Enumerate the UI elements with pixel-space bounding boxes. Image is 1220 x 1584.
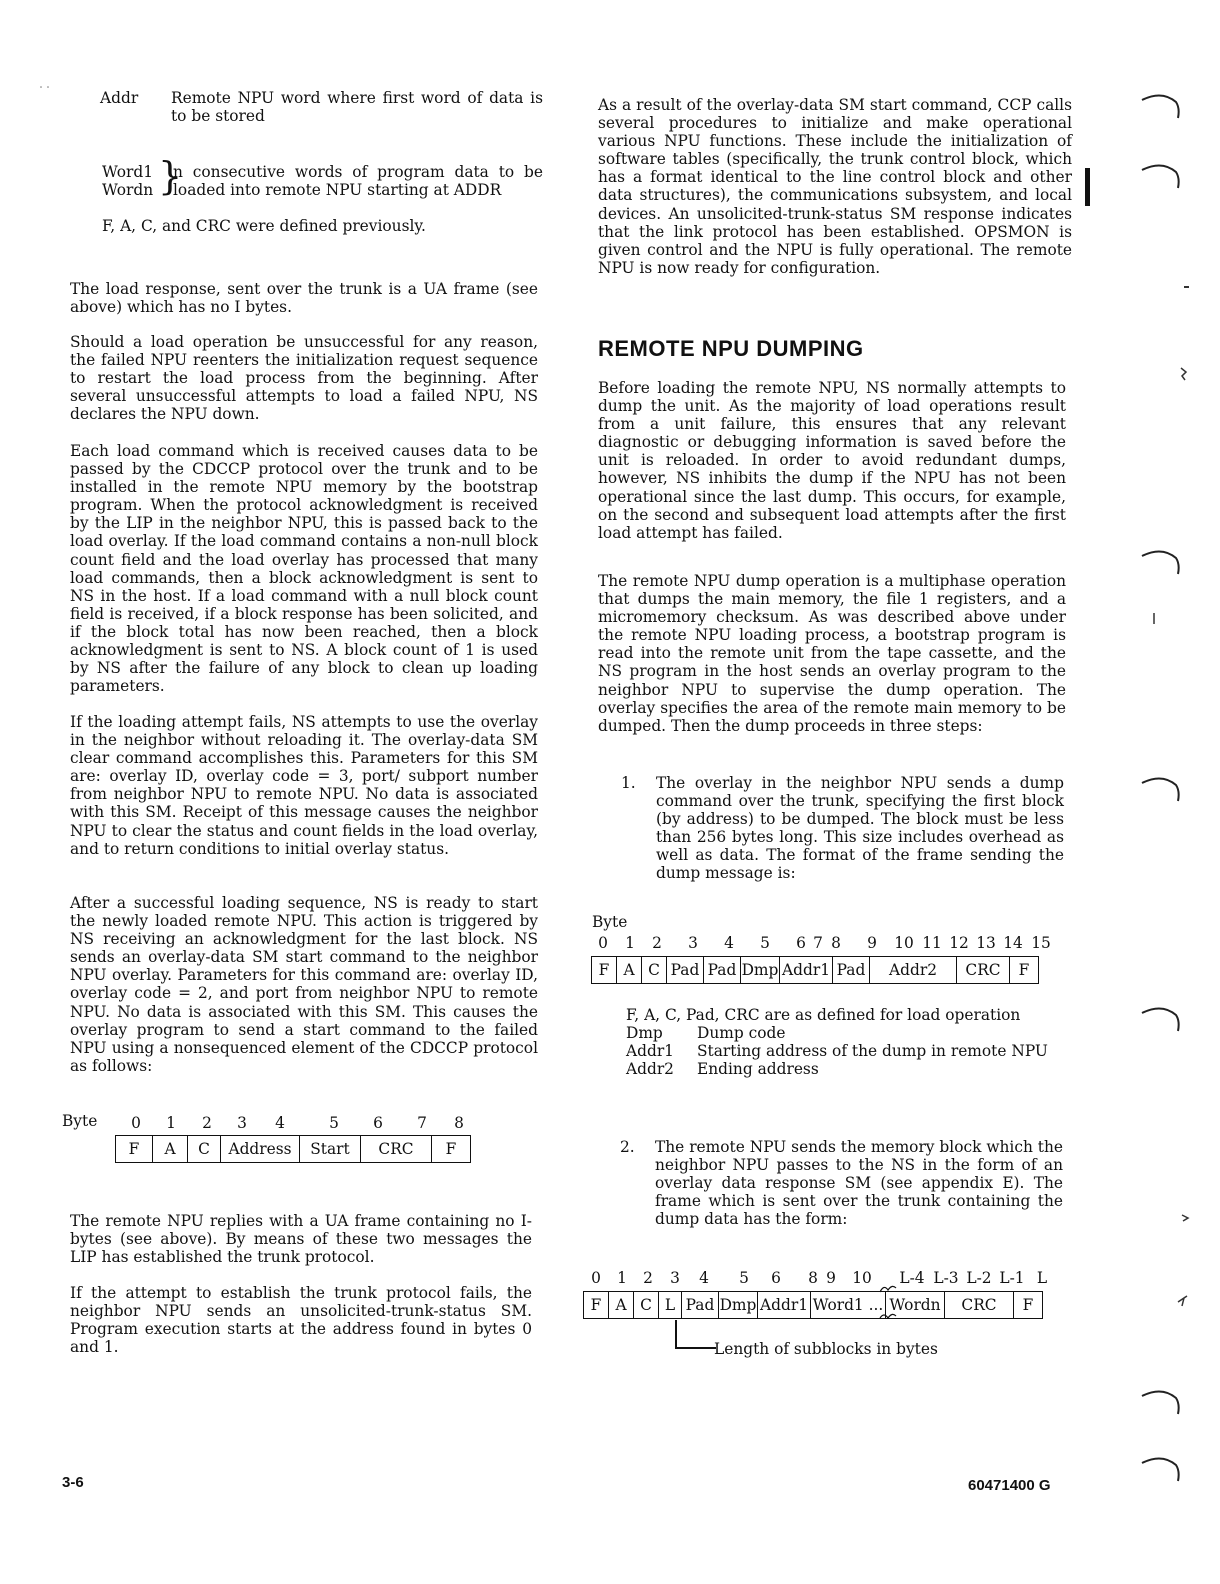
frame1-table xyxy=(115,1135,471,1163)
frame-cell: L xyxy=(659,1292,682,1319)
binder-hole-mark xyxy=(1140,1005,1184,1035)
paragraph-load-command: Each load command which is received causes data to be passed by the CDCCP protocol over the trunk and to be installed in the remote NPU memory by the bootstrap program. When the protocol acknowledgment is received by the LIP in the neighbor NPU, this is passed back to the load overlay. If the load command contains a non-null block count field and the load overlay has processed that many load commands, then a block acknowledgment is sent to NS in the host. If a load command with a null block count field is received, if a block response has been solicited, and if the block total has now been reached, then a block acknowledgment is sent to NS. A block count of 1 is used by NS after the failure of any block to clean up loading parameters. xyxy=(70,442,538,696)
callout-bracket xyxy=(670,1320,720,1352)
step1-text: The overlay in the neighbor NPU sends a dump command over the trunk, specifying the first block (by address) to be dumped. The block must be less than 256 bytes long. This size includes overhead as well as data. The format of the frame sending the dump message is: xyxy=(656,774,1064,883)
byte-number: 6 xyxy=(796,934,806,952)
byte-number: 3 xyxy=(237,1114,247,1132)
byte-number: L xyxy=(1036,1269,1048,1287)
step2-number: 2. xyxy=(620,1138,635,1156)
frame-cell: Address xyxy=(221,1136,300,1163)
frame-cell: Addr2 xyxy=(870,957,957,984)
def-addr-desc: Remote NPU word where first word of data is to be stored xyxy=(171,89,543,125)
frame2-def-term: Addr2 xyxy=(626,1060,674,1078)
frame2-def-line: F, A, C, Pad, CRC are as defined for load operation xyxy=(626,1006,1021,1024)
byte-number: 4 xyxy=(724,934,734,952)
break-mark xyxy=(878,1282,898,1294)
byte-number: 8 xyxy=(831,934,841,952)
paragraph-load-response: The load response, sent over the trunk is a UA frame (see above) which has no I bytes. xyxy=(70,280,538,317)
frame1-numbers xyxy=(0,1114,600,1132)
byte-number: 11 xyxy=(922,934,942,952)
byte-number: 10 xyxy=(894,934,914,952)
def-word-desc: n consecutive words of program data to be loaded into remote NPU starting at ADDR xyxy=(173,163,543,199)
frame-cell: Pad xyxy=(682,1292,719,1319)
byte-number: 8 xyxy=(808,1269,818,1287)
frame-cell: CRC xyxy=(361,1136,432,1163)
frame-cell: F xyxy=(584,1292,609,1319)
change-bar xyxy=(1085,168,1090,206)
scan-speck xyxy=(1150,612,1158,626)
document-number: 60471400 G xyxy=(968,1477,1051,1494)
step1-number: 1. xyxy=(621,774,636,792)
byte-number: 1 xyxy=(617,1269,627,1287)
byte-number: 6 xyxy=(373,1114,383,1132)
frame1-byte-label: Byte xyxy=(62,1112,98,1130)
byte-number: L-4 xyxy=(899,1269,925,1287)
frame-cell: Addr1 xyxy=(758,1292,811,1319)
scan-speck xyxy=(1180,1212,1192,1224)
frame-cell: F xyxy=(432,1136,471,1163)
byte-number: 1 xyxy=(625,934,635,952)
byte-number: 7 xyxy=(417,1114,427,1132)
scan-speck xyxy=(1176,1294,1190,1310)
frame2-def-desc: Ending address xyxy=(697,1060,819,1078)
byte-number: 0 xyxy=(598,934,608,952)
defs-note: F, A, C, and CRC were defined previously. xyxy=(102,217,426,235)
paragraph-protocol-fails: If the attempt to establish the trunk protocol fails, the neighbor NPU sends an unsolicited-trunk-status SM. Program execution starts at the address found in bytes 0 and 1. xyxy=(70,1284,532,1357)
paragraph-intro: As a result of the overlay-data SM start command, CCP calls several procedures to initialize and make operational various NPU functions. These include the initialization of software tables (specifically, the trunk control block, which has a format identical to the line control block and other data structures), the communications subsystem, and local devices. An unsolicited-trunk-status SM response indicates that the link protocol has been established. OPSMON is given control and the NPU is fully operational. The remote NPU is now ready for configuration. xyxy=(598,96,1072,277)
byte-number: 3 xyxy=(670,1269,680,1287)
byte-number: 2 xyxy=(202,1114,212,1132)
byte-number: 15 xyxy=(1031,934,1051,952)
frame-cell: C xyxy=(642,957,667,984)
scan-speck xyxy=(1182,282,1192,292)
frame-cell: Start xyxy=(300,1136,361,1163)
paragraph-unsuccessful: Should a load operation be unsuccessful for any reason, the failed NPU reenters the initialization request sequence to restart the load process from the beginning. After several unsuccessful attempts to load a failed NPU, NS declares the NPU down. xyxy=(70,333,538,424)
binder-hole-mark xyxy=(1140,92,1184,122)
paragraph-dump-operation: The remote NPU dump operation is a multiphase operation that dumps the main memory, the file 1 registers, and a micromemory checksum. As was described above under the remote NPU loading process, a bootstrap program is read into the remote unit from the tape cassette, and the NS program in the host sends an overlay program to the neighbor NPU to supervise the dump operation. The overlay specifies the area of the remote main memory to be dumped. Then the dump proceeds in three steps: xyxy=(598,572,1066,735)
frame2-numbers xyxy=(0,934,1220,952)
frame-cell: Pad xyxy=(833,957,870,984)
frame-cell: Wordn xyxy=(886,1292,945,1319)
byte-number: 3 xyxy=(688,934,698,952)
callout-label: Length of subblocks in bytes xyxy=(714,1340,938,1358)
frame-cell: F xyxy=(592,957,617,984)
paragraph-before-loading: Before loading the remote NPU, NS normally attempts to dump the unit. As the majority of load operations result from a unit failure, this ensures that any relevant diagnostic or debugging information is saved before the unit is reloaded. In order to avoid redundant dumps, however, NS inhibits the dump if the NPU has not been operational since the last dump. This occurs, for example, on the second and subsequent load attempts after the first load attempt has failed. xyxy=(598,379,1066,542)
frame-cell: Dmp xyxy=(719,1292,758,1319)
paragraph-successful: After a successful loading sequence, NS is ready to start the newly loaded remote NPU. This action is triggered by NS receiving an acknowledgment for the last block. NS sends an overlay-data SM start command to the neighbor NPU overlay. Parameters for this command are: overlay ID, overlay code = 2, and port from neighbor NPU to remote NPU. No data is associated with this SM. This causes the overlay program to send a start command to the failed NPU using a nonsequenced element of the CDCCP protocol as follows: xyxy=(70,894,538,1075)
byte-number: 0 xyxy=(131,1114,141,1132)
binder-hole-mark xyxy=(1140,548,1184,578)
frame-cell: C xyxy=(188,1136,221,1163)
brace-mark: } xyxy=(158,154,183,198)
frame-cell: Pad xyxy=(667,957,704,984)
def-wordn-term: Wordn xyxy=(102,181,154,199)
byte-number: 7 xyxy=(813,934,823,952)
frame-cell: F xyxy=(1014,1292,1043,1319)
byte-number: 4 xyxy=(699,1269,709,1287)
frame2-def-term: Dmp xyxy=(626,1024,663,1042)
binder-hole-mark xyxy=(1140,775,1184,805)
frame-cell: F xyxy=(1010,957,1039,984)
binder-hole-mark xyxy=(1140,162,1184,192)
byte-number: 5 xyxy=(760,934,770,952)
frame-cell: CRC xyxy=(957,957,1010,984)
byte-number: 6 xyxy=(771,1269,781,1287)
frame2-table xyxy=(591,956,1039,984)
byte-number: 9 xyxy=(867,934,877,952)
step2-text: The remote NPU sends the memory block which the neighbor NPU passes to the NS in the form of an overlay data response SM (see appendix E). The frame which is sent over the trunk containing the dump data has the form: xyxy=(655,1138,1063,1229)
byte-number: L-1 xyxy=(999,1269,1025,1287)
frame-cell: A xyxy=(609,1292,634,1319)
byte-number: L-3 xyxy=(933,1269,959,1287)
page-number: 3-6 xyxy=(62,1474,84,1491)
byte-number: 0 xyxy=(591,1269,601,1287)
scan-speck xyxy=(38,84,58,90)
frame2-def-desc: Starting address of the dump in remote NPU xyxy=(697,1042,1048,1060)
def-addr-term: Addr xyxy=(100,89,139,107)
byte-number: 14 xyxy=(1003,934,1023,952)
frame-cell: A xyxy=(617,957,642,984)
frame2-def-desc: Dump code xyxy=(697,1024,786,1042)
byte-number: 13 xyxy=(976,934,996,952)
frame3-numbers xyxy=(0,1269,1220,1287)
byte-number: 8 xyxy=(454,1114,464,1132)
frame-cell: CRC xyxy=(945,1292,1014,1319)
frame2-byte-label: Byte xyxy=(592,913,628,931)
def-word1-term: Word1 xyxy=(102,163,154,181)
byte-number: 4 xyxy=(275,1114,285,1132)
frame-cell: Dmp xyxy=(741,957,780,984)
frame2-def-term: Addr1 xyxy=(626,1042,674,1060)
scan-speck xyxy=(1178,366,1190,382)
byte-number: 2 xyxy=(652,934,662,952)
byte-number: 9 xyxy=(826,1269,836,1287)
frame-cell: F xyxy=(116,1136,153,1163)
frame-cell: C xyxy=(634,1292,659,1319)
byte-number: 5 xyxy=(739,1269,749,1287)
byte-number: 10 xyxy=(852,1269,872,1287)
frame-cell: Addr1 xyxy=(780,957,833,984)
paragraph-loading-fails: If the loading attempt fails, NS attempts to use the overlay in the neighbor without reloading it. The overlay-data SM clear command accomplishes this. Parameters for this SM are: overlay ID, overlay code = 3, port/ subport number from neighbor NPU to remote NPU. No data is associated with this SM. Receipt of this message causes the neighbor NPU to clear the status and count fields in the load overlay, and to return conditions to initial overlay status. xyxy=(70,713,538,858)
byte-number: 12 xyxy=(949,934,969,952)
paragraph-ua-reply: The remote NPU replies with a UA frame containing no I-bytes (see above). By means of these two messages the LIP has established the trunk protocol. xyxy=(70,1212,532,1267)
frame3-table xyxy=(583,1291,1043,1319)
byte-number: 1 xyxy=(166,1114,176,1132)
frame-cell: A xyxy=(153,1136,188,1163)
frame-cell: Pad xyxy=(704,957,741,984)
section-heading: REMOTE NPU DUMPING xyxy=(598,336,864,361)
byte-number: 5 xyxy=(329,1114,339,1132)
break-mark xyxy=(878,1312,898,1324)
frame-cell: Word1 ... xyxy=(811,1292,886,1319)
binder-hole-mark xyxy=(1140,1388,1184,1418)
byte-number: L-2 xyxy=(966,1269,992,1287)
binder-hole-mark xyxy=(1140,1455,1184,1485)
byte-number: 2 xyxy=(643,1269,653,1287)
